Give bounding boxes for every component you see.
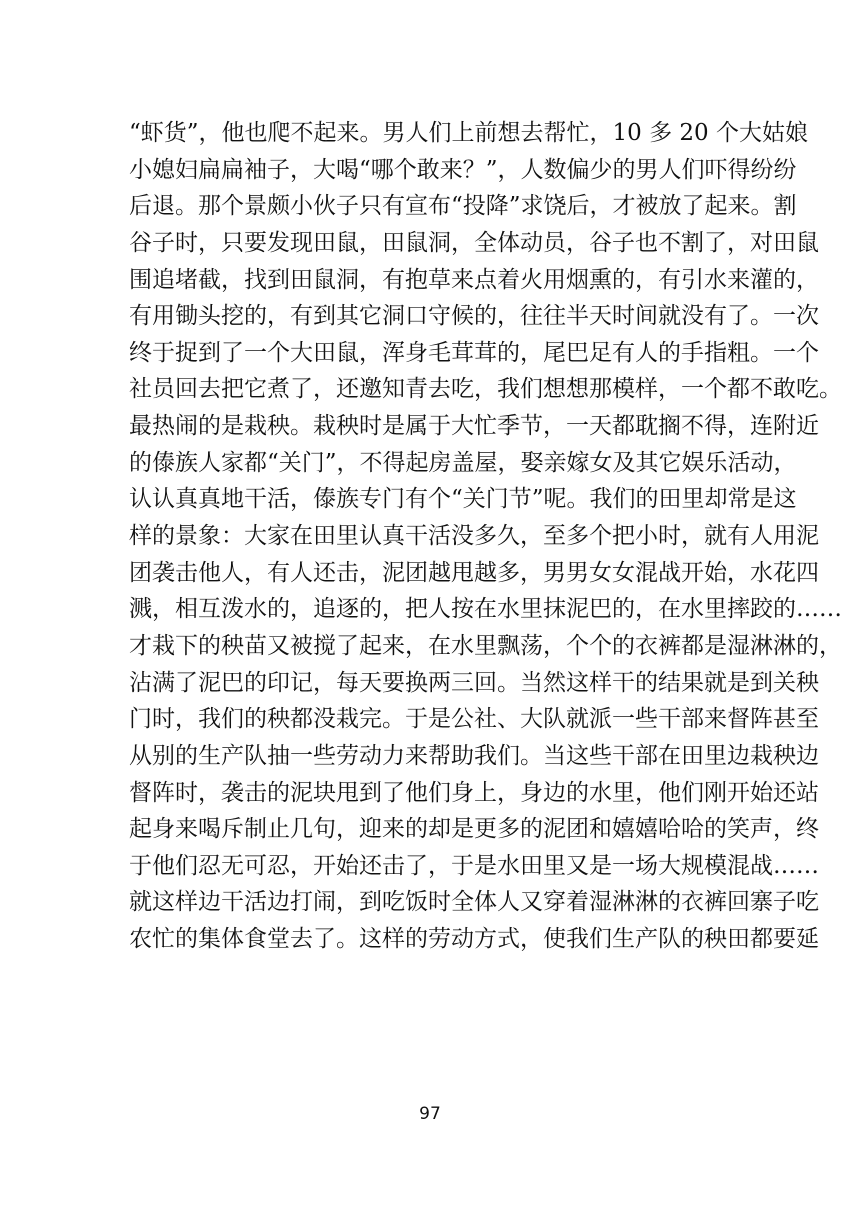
text-line: 从别的生产队抽一些劳动力来帮助我们。当这些干部在田里边栽秧边	[129, 742, 819, 769]
text-line: 小媳妇扁扁袖子，大喝“哪个敢来？”，人数偏少的男人们吓得纷纷	[129, 156, 797, 183]
text-line: 才栽下的秧苗又被搅了起来，在水里飘荡，个个的衣裤都是湿淋淋的，	[129, 632, 842, 659]
body-text	[129, 115, 842, 958]
text-line: 团袭击他人，有人还击，泥团越甩越多，男男女女混战开始，水花四	[129, 559, 819, 586]
text-line: 督阵时，袭击的泥块甩到了他们身上，身边的水里，他们刚开始还站	[129, 779, 819, 806]
text-line: 围追堵截，找到田鼠洞，有抱草来点着火用烟熏的，有引水来灌的，	[129, 266, 819, 293]
text-line: 沾满了泥巴的印记，每天要换两三回。当然这样干的结果就是到关秧	[129, 669, 819, 696]
text-line: 的傣族人家都“关门”，不得起房盖屋，娶亲嫁女及其它娱乐活动，	[129, 449, 797, 476]
text-line: 样的景象：大家在田里认真干活没多久，至多个把小时，就有人用泥	[129, 523, 819, 550]
page-number: 97	[419, 1104, 441, 1124]
text-line: 门时，我们的秧都没栽完。于是公社、大队就派一些干部来督阵甚至	[129, 706, 819, 733]
text-line: 最热闹的是栽秧。栽秧时是属于大忙季节，一天都耽搁不得，连附近	[129, 413, 819, 440]
text-line: 后退。那个景颇小伙子只有宣布“投降”求饶后，才被放了起来。割	[129, 193, 797, 220]
text-line: 认认真真地干活，傣族专门有个“关门节”呢。我们的田里却常是这	[129, 486, 797, 513]
text-line: 溅，相互泼水的，追逐的，把人按在水里抹泥巴的，在水里摔跤的……	[129, 596, 842, 623]
text-line: 社员回去把它煮了，还邀知青去吃，我们想想那模样，一个都不敢吃。	[129, 376, 842, 403]
text-line: 终于捉到了一个大田鼠，浑身毛茸茸的，尾巴足有人的手指粗。一个	[129, 339, 819, 366]
text-line: 起身来喝斥制止几句，迎来的却是更多的泥团和嬉嬉哈哈的笑声，终	[129, 816, 819, 843]
text-line: “虾货”，他也爬不起来。男人们上前想去帮忙，10 多 20 个大姑娘	[129, 120, 808, 146]
text-line: 就这样边干活边打闹，到吃饭时全体人又穿着湿淋淋的衣裤回寨子吃	[129, 889, 819, 916]
text-line: 谷子时，只要发现田鼠，田鼠洞，全体动员，谷子也不割了，对田鼠	[129, 229, 819, 256]
text-line: 有用锄头挖的，有到其它洞口守候的，往往半天时间就没有了。一次	[129, 303, 819, 330]
text-line: 农忙的集体食堂去了。这样的劳动方式，使我们生产队的秧田都要延	[129, 926, 819, 953]
text-line: 于他们忍无可忍，开始还击了，于是水田里又是一场大规模混战……	[129, 852, 819, 879]
